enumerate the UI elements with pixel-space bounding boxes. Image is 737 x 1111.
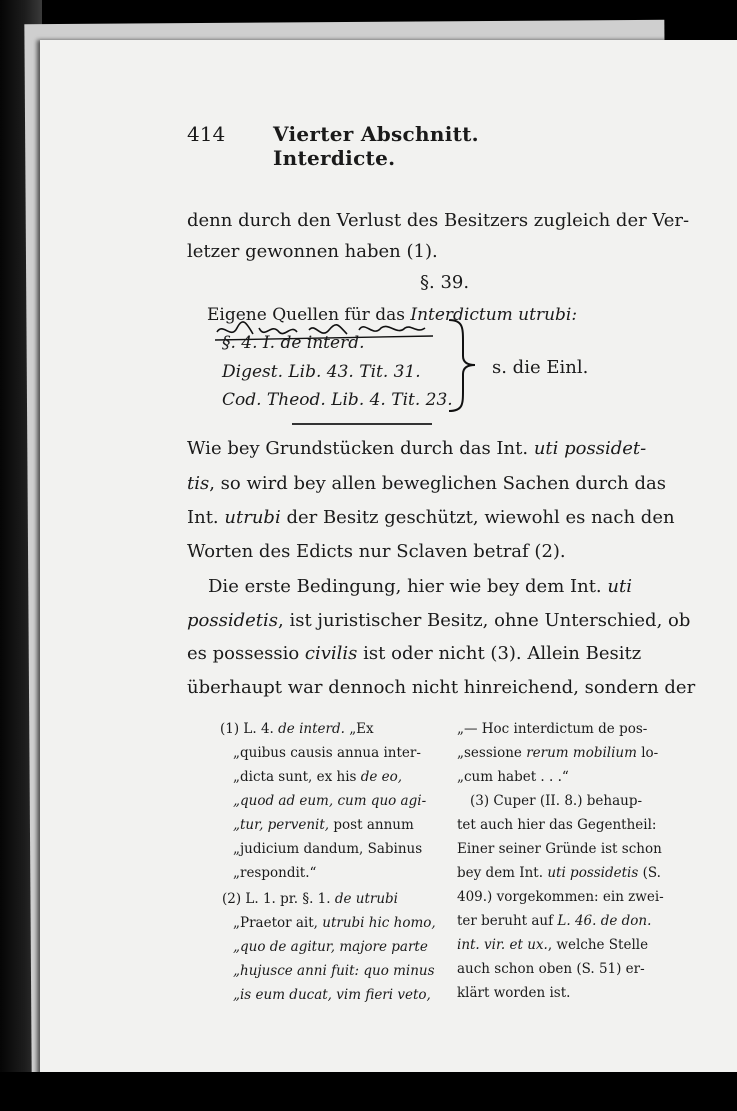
italic-run: vim fieri veto, xyxy=(336,987,431,1003)
source-line-2: Digest. Lib. 43. Tit. 31. xyxy=(222,362,421,382)
footnote-1-line-5 xyxy=(233,819,414,833)
curly-brace xyxy=(443,318,479,413)
footnote-3-line-4 xyxy=(457,867,661,881)
italic-run: „tur, pervenit, xyxy=(233,817,330,833)
italic-run: cum quo agi- xyxy=(337,793,427,809)
footnote-2-line-3: „quo de agitur, majore parte xyxy=(233,939,428,955)
body-line-3 xyxy=(187,507,675,528)
page-number: 414 xyxy=(187,122,226,146)
text-run: der Besitz geschützt, wiewohl es nach den xyxy=(286,507,675,528)
text-run: (S. xyxy=(642,865,661,881)
source-line-1: §. 4. I. de interd. xyxy=(222,333,365,353)
footnote-right-line-2 xyxy=(457,747,658,761)
body-line-2 xyxy=(187,473,666,494)
footnote-3-line-8: auch schon oben (S. 51) er- xyxy=(457,961,645,977)
italic-run: uti possidet- xyxy=(533,438,647,459)
text-run: ter beruht auf xyxy=(457,913,554,929)
footnote-3-line-9: klärt worden ist. xyxy=(457,985,571,1001)
italic-run: L. 46. xyxy=(557,913,597,929)
italic-run: „is eum ducat, xyxy=(233,987,332,1003)
section-number: §. 39. xyxy=(420,272,470,293)
body-line-6 xyxy=(187,610,691,631)
footnote-2-line-4: „hujusce anni fuit: quo minus xyxy=(233,963,435,979)
body-line-8: überhaupt war dennoch nicht hinreichend, sondern der xyxy=(187,677,696,698)
italic-run: civilis xyxy=(304,643,358,664)
body-line-5 xyxy=(208,576,632,597)
footnote-right-line-1: „— Hoc interdictum de pos- xyxy=(457,721,648,737)
footnote-right-line-3: „cum habet . . .“ xyxy=(457,769,569,785)
running-title: Vierter Abschnitt. Interdicte. xyxy=(273,122,479,170)
brace-note: s. die Einl. xyxy=(492,357,589,378)
italic-run: tis xyxy=(187,473,210,494)
sources-title-italic: Interdictum utrubi: xyxy=(410,305,578,325)
intro-line-2: letzer gewonnen haben (1). xyxy=(187,241,438,262)
footnote-1-line-4 xyxy=(233,795,426,809)
footnote-1-line-6: „judicium dandum, Sabinus xyxy=(233,841,423,857)
footnote-2-line-2 xyxy=(233,917,436,931)
section-rule xyxy=(292,423,432,425)
text-run: , so wird bey allen beweglichen Sachen durch das xyxy=(209,473,666,494)
text-run: post annum xyxy=(333,817,414,833)
italic-run: uti xyxy=(607,576,632,597)
italic-run: int. vir. et ux. xyxy=(457,937,548,953)
text-run: (1) L. 4. xyxy=(220,721,274,737)
italic-run: utrubi hic homo, xyxy=(322,915,436,931)
source-line-3: Cod. Theod. Lib. 4. Tit. 23. xyxy=(222,390,453,410)
footnote-2-line-5 xyxy=(233,989,431,1003)
footnote-3-line-1: (3) Cuper (II. 8.) behaup- xyxy=(470,793,643,809)
italic-run: „quod ad eum, xyxy=(233,793,334,809)
text-run: , ist juristischer Besitz, ohne Unterschied, ob xyxy=(278,610,691,631)
text-run: „Ex xyxy=(349,721,374,737)
footnote-1-line-2: „quibus causis annua inter- xyxy=(233,745,421,761)
italic-run: uti possidetis xyxy=(547,865,639,881)
footnote-2-line-1 xyxy=(222,893,398,907)
body-line-1 xyxy=(187,438,647,459)
footnote-1-line-7: „respondit.“ xyxy=(233,865,317,881)
footnote-3-line-7 xyxy=(457,939,648,953)
italic-run: de don. xyxy=(600,913,652,929)
sources-title-prefix: Eigene Quellen für das xyxy=(207,305,405,325)
body-line-4: Worten des Edicts nur Sclaven betraf (2). xyxy=(187,541,566,562)
footnote-3-line-5: 409.) vorgekommen: ein zwei- xyxy=(457,889,664,905)
text-run: lo- xyxy=(641,745,659,761)
text-run: Die erste Bedingung, hier wie bey dem Int. xyxy=(208,576,602,597)
text-run: „dicta sunt, ex his xyxy=(233,769,357,785)
text-run: , welche Stelle xyxy=(547,937,649,953)
text-run: Int. xyxy=(187,507,219,528)
page-header xyxy=(187,122,587,170)
text-run: es possessio xyxy=(187,643,300,664)
text-run: (2) L. 1. pr. §. 1. xyxy=(222,891,331,907)
italic-run: de interd. xyxy=(278,721,345,737)
italic-run: de eo, xyxy=(360,769,403,785)
body-line-7 xyxy=(187,643,642,664)
footnote-1-line-1 xyxy=(220,723,374,737)
italic-run: utrubi xyxy=(224,507,281,528)
footnote-3-line-6 xyxy=(457,915,651,929)
text-run: Wie bey Grundstücken durch das Int. xyxy=(187,438,529,459)
italic-run: rerum mobilium xyxy=(526,745,637,761)
italic-run: possidetis xyxy=(187,610,278,631)
footnote-1-line-3 xyxy=(233,771,402,785)
text-run: „Praetor ait, xyxy=(233,915,318,931)
text-run: bey dem Int. xyxy=(457,865,544,881)
intro-line-1: denn durch den Verlust des Besitzers zugleich der Ver- xyxy=(187,210,690,231)
text-run: „sessione xyxy=(457,745,522,761)
footnote-3-line-2: tet auch hier das Gegentheil: xyxy=(457,817,657,833)
italic-run: de utrubi xyxy=(334,891,398,907)
text-run: ist oder nicht (3). Allein Besitz xyxy=(363,643,642,664)
scan-bottom-edge xyxy=(0,1072,737,1111)
footnote-3-line-3: Einer seiner Gründe ist schon xyxy=(457,841,662,857)
